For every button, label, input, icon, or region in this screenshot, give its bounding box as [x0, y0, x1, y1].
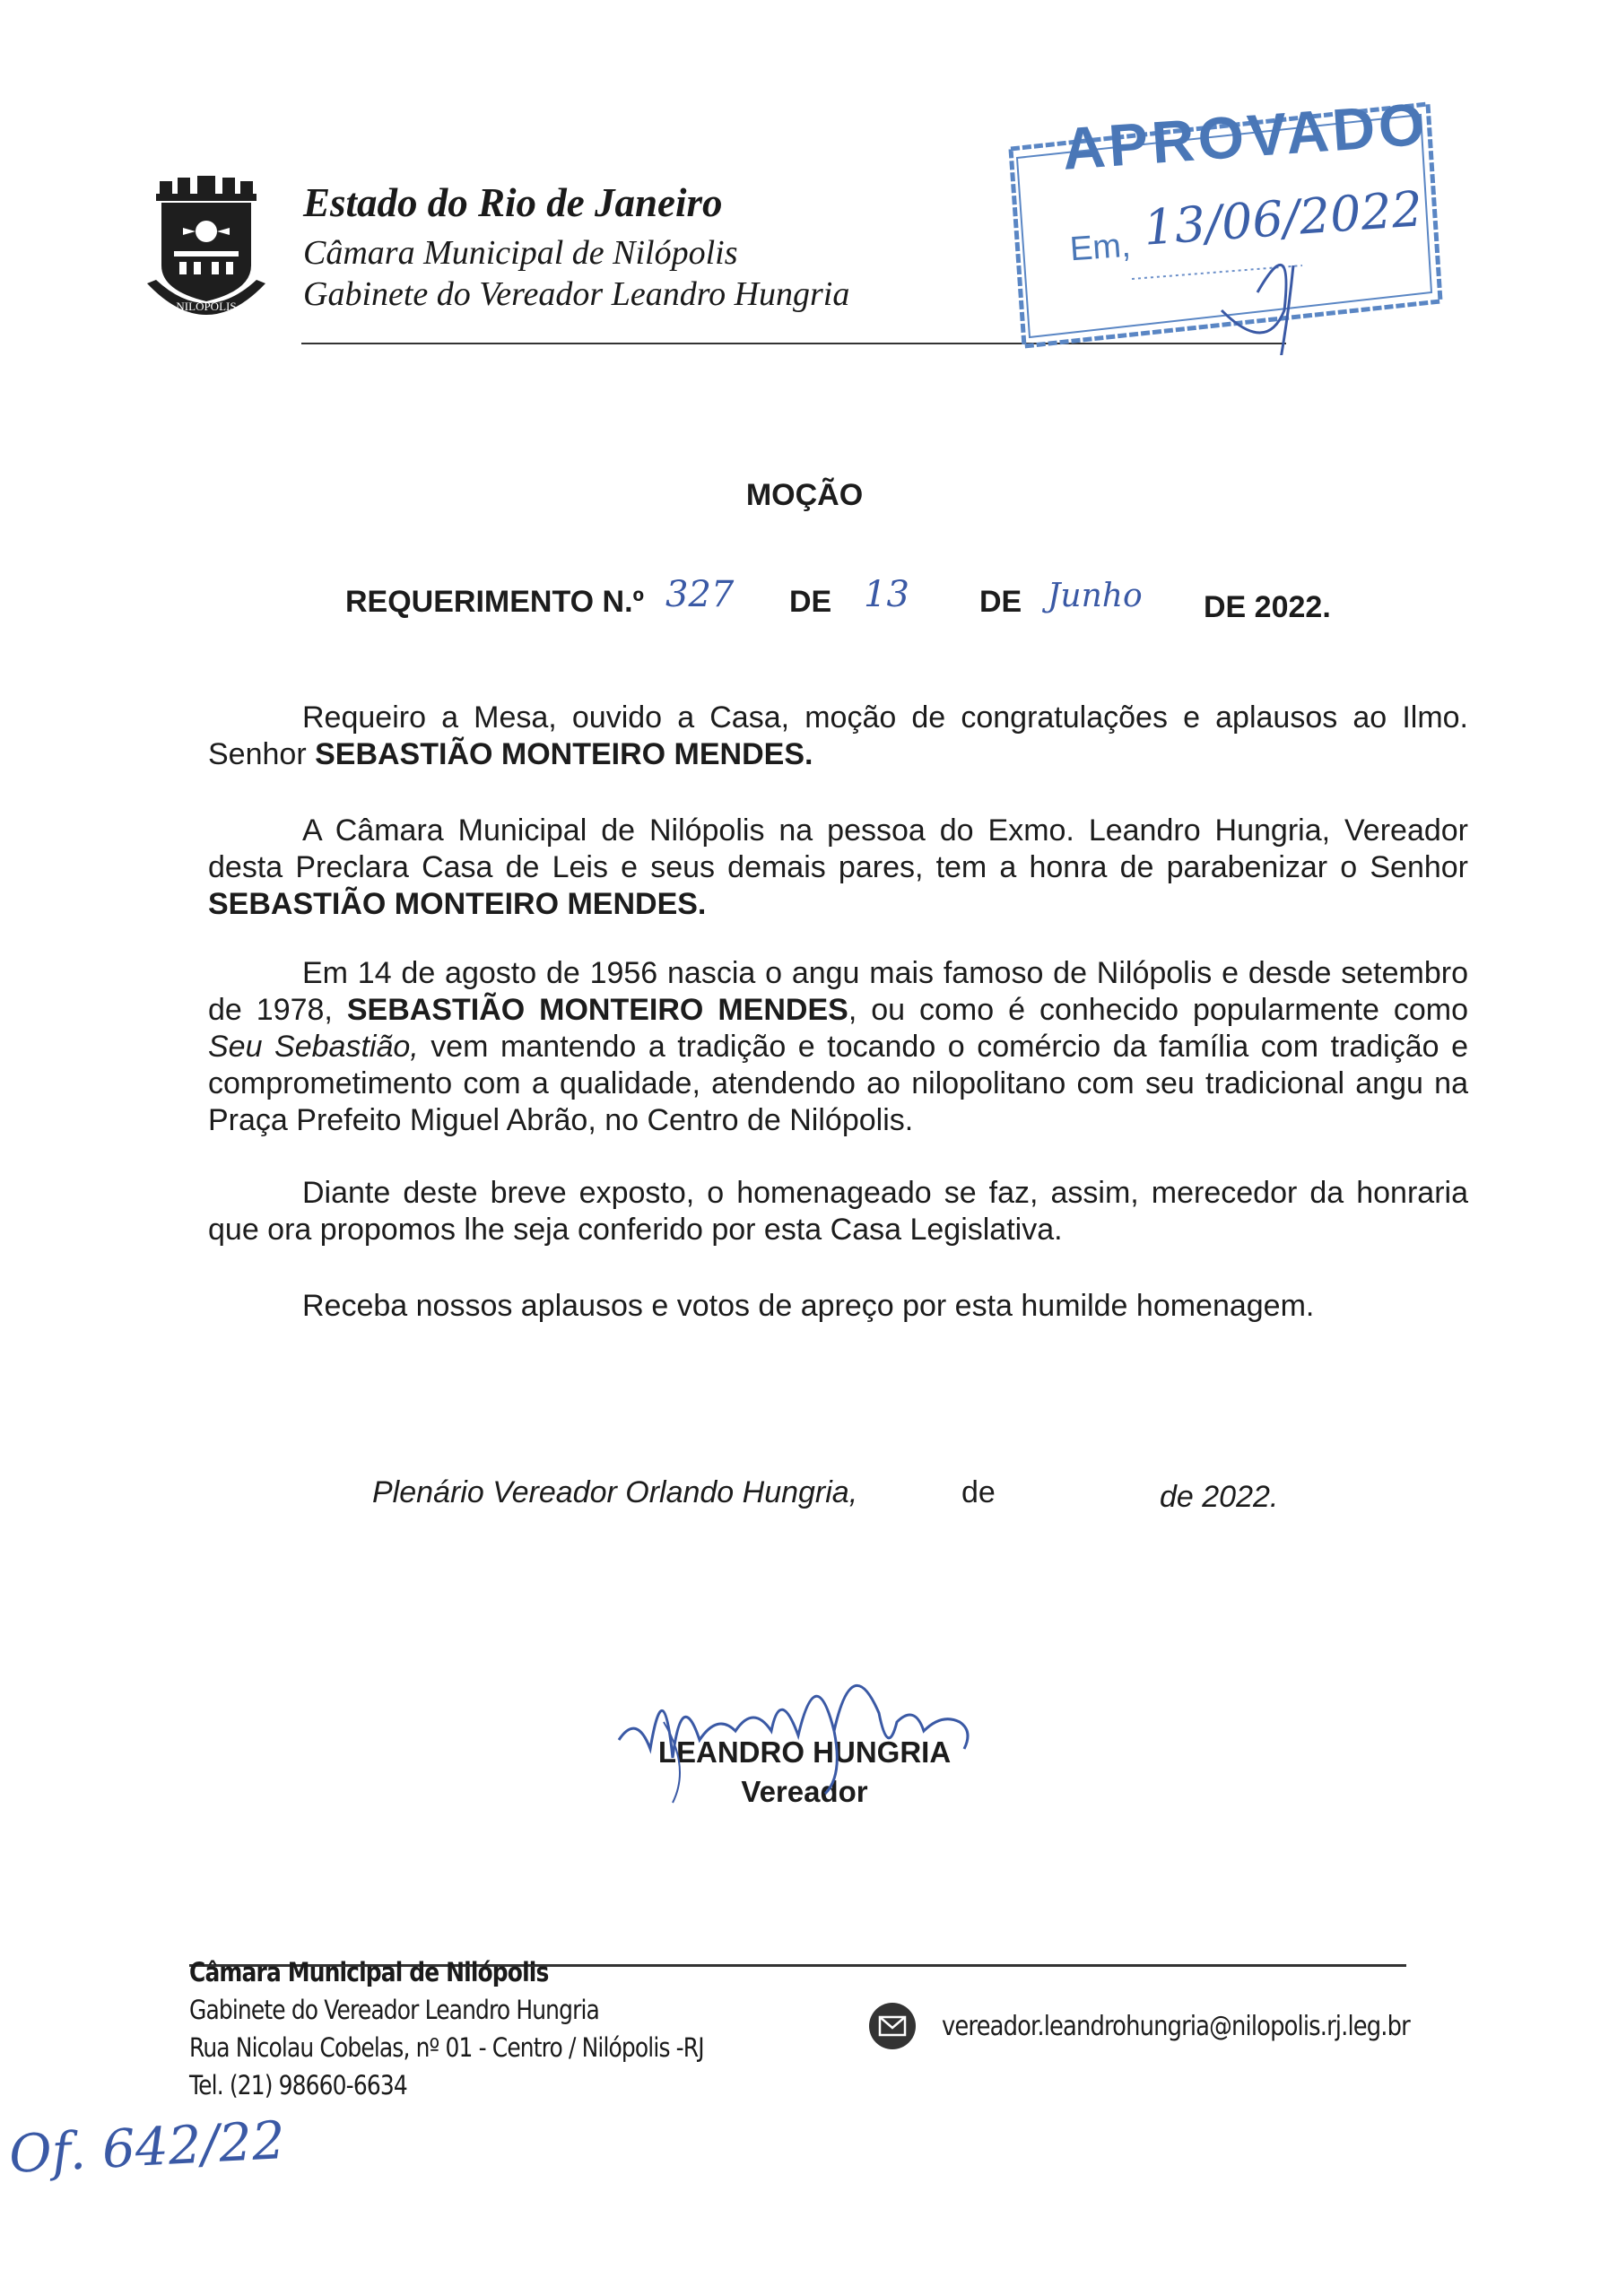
footer-address: Rua Nicolau Cobelas, nº 01 - Centro / Nilópolis -RJ [189, 2032, 704, 2063]
plenary-year: de 2022. [1160, 1480, 1279, 1514]
municipal-crest-logo [144, 176, 269, 328]
footer-email[interactable]: vereador.leandrohungria@nilopolis.rj.leg.br [942, 2011, 1410, 2042]
requirement-number: 327 [665, 574, 735, 615]
margin-handwritten-note: Of. 642/22 [7, 2109, 287, 2186]
stamp-date: 13/06/2022 [1142, 180, 1425, 257]
plenary-de: de [961, 1475, 996, 1509]
paragraph-3: Em 14 de agosto de 1956 nascia o angu mais famoso de Nilópolis e desde setembro de 1978, SEBASTIÃO MONTEIRO MENDES, ou como é conhecido popularmente como Seu Sebastião, vem mantendo a tradição e tocando o comércio da família com tradição e comprometimento com a qualidade, atendendo ao nilopolitano com seu tradicional angu na Praça Prefeito Miguel Abrão, no Centro de Nilópolis. [208, 956, 1468, 1137]
footer-phone: Tel. (21) 98660-6634 [189, 2070, 407, 2100]
paragraph-4: Diante deste breve exposto, o homenageado se faz, assim, merecedor da honraria que ora propomos lhe seja conferido por esta Casa Legislativa. [208, 1176, 1468, 1247]
stamp-approved-word: APROVADO [1060, 90, 1431, 182]
footer-cabinet: Gabinete do Vereador Leandro Hungria [189, 1995, 599, 2025]
paragraph-2: A Câmara Municipal de Nilópolis na pessoa do Exmo. Leandro Hungria, Vereador desta Preclara Casa de Leis e seus demais pares, tem a honra de parabenizar o Senhor SEBASTIÃO MONTEIRO MENDES. [208, 813, 1468, 921]
crest-text: NILÓPOLIS [176, 300, 237, 313]
requirement-de-1: DE [789, 585, 832, 619]
paragraph-1: Requeiro a Mesa, ouvido a Casa, moção de congratulações e aplausos ao Ilmo. Senhor SEBASTIÃO MONTEIRO MENDES. [208, 700, 1468, 771]
signatory-role: Vereador [741, 1775, 868, 1808]
paragraph-5: Receba nossos aplausos e votos de apreço por esta humilde homenagem. [302, 1289, 1315, 1323]
header-chamber: Câmara Municipal de Nilópolis [303, 234, 738, 272]
plenary-place: Plenário Vereador Orlando Hungria, [372, 1475, 858, 1509]
mail-icon [868, 2002, 917, 2050]
handwritten-signature [610, 1632, 987, 1812]
requirement-year: DE 2022. [1204, 590, 1331, 624]
requirement-month: Junho [1048, 578, 1143, 614]
document-title: MOÇÃO [745, 478, 864, 512]
signatory-name: LEANDRO HUNGRIA [657, 1735, 952, 1769]
stamp-em-label: Em, [1068, 226, 1132, 269]
header-cabinet: Gabinete do Vereador Leandro Hungria [303, 275, 850, 313]
requirement-day: 13 [864, 574, 909, 615]
requirement-label: REQUERIMENTO N.º [345, 585, 644, 619]
footer-org: Câmara Municipal de Nilópolis [189, 1957, 549, 1987]
requirement-de-2: DE [979, 585, 1022, 619]
header-state: Estado do Rio de Janeiro [303, 180, 723, 225]
